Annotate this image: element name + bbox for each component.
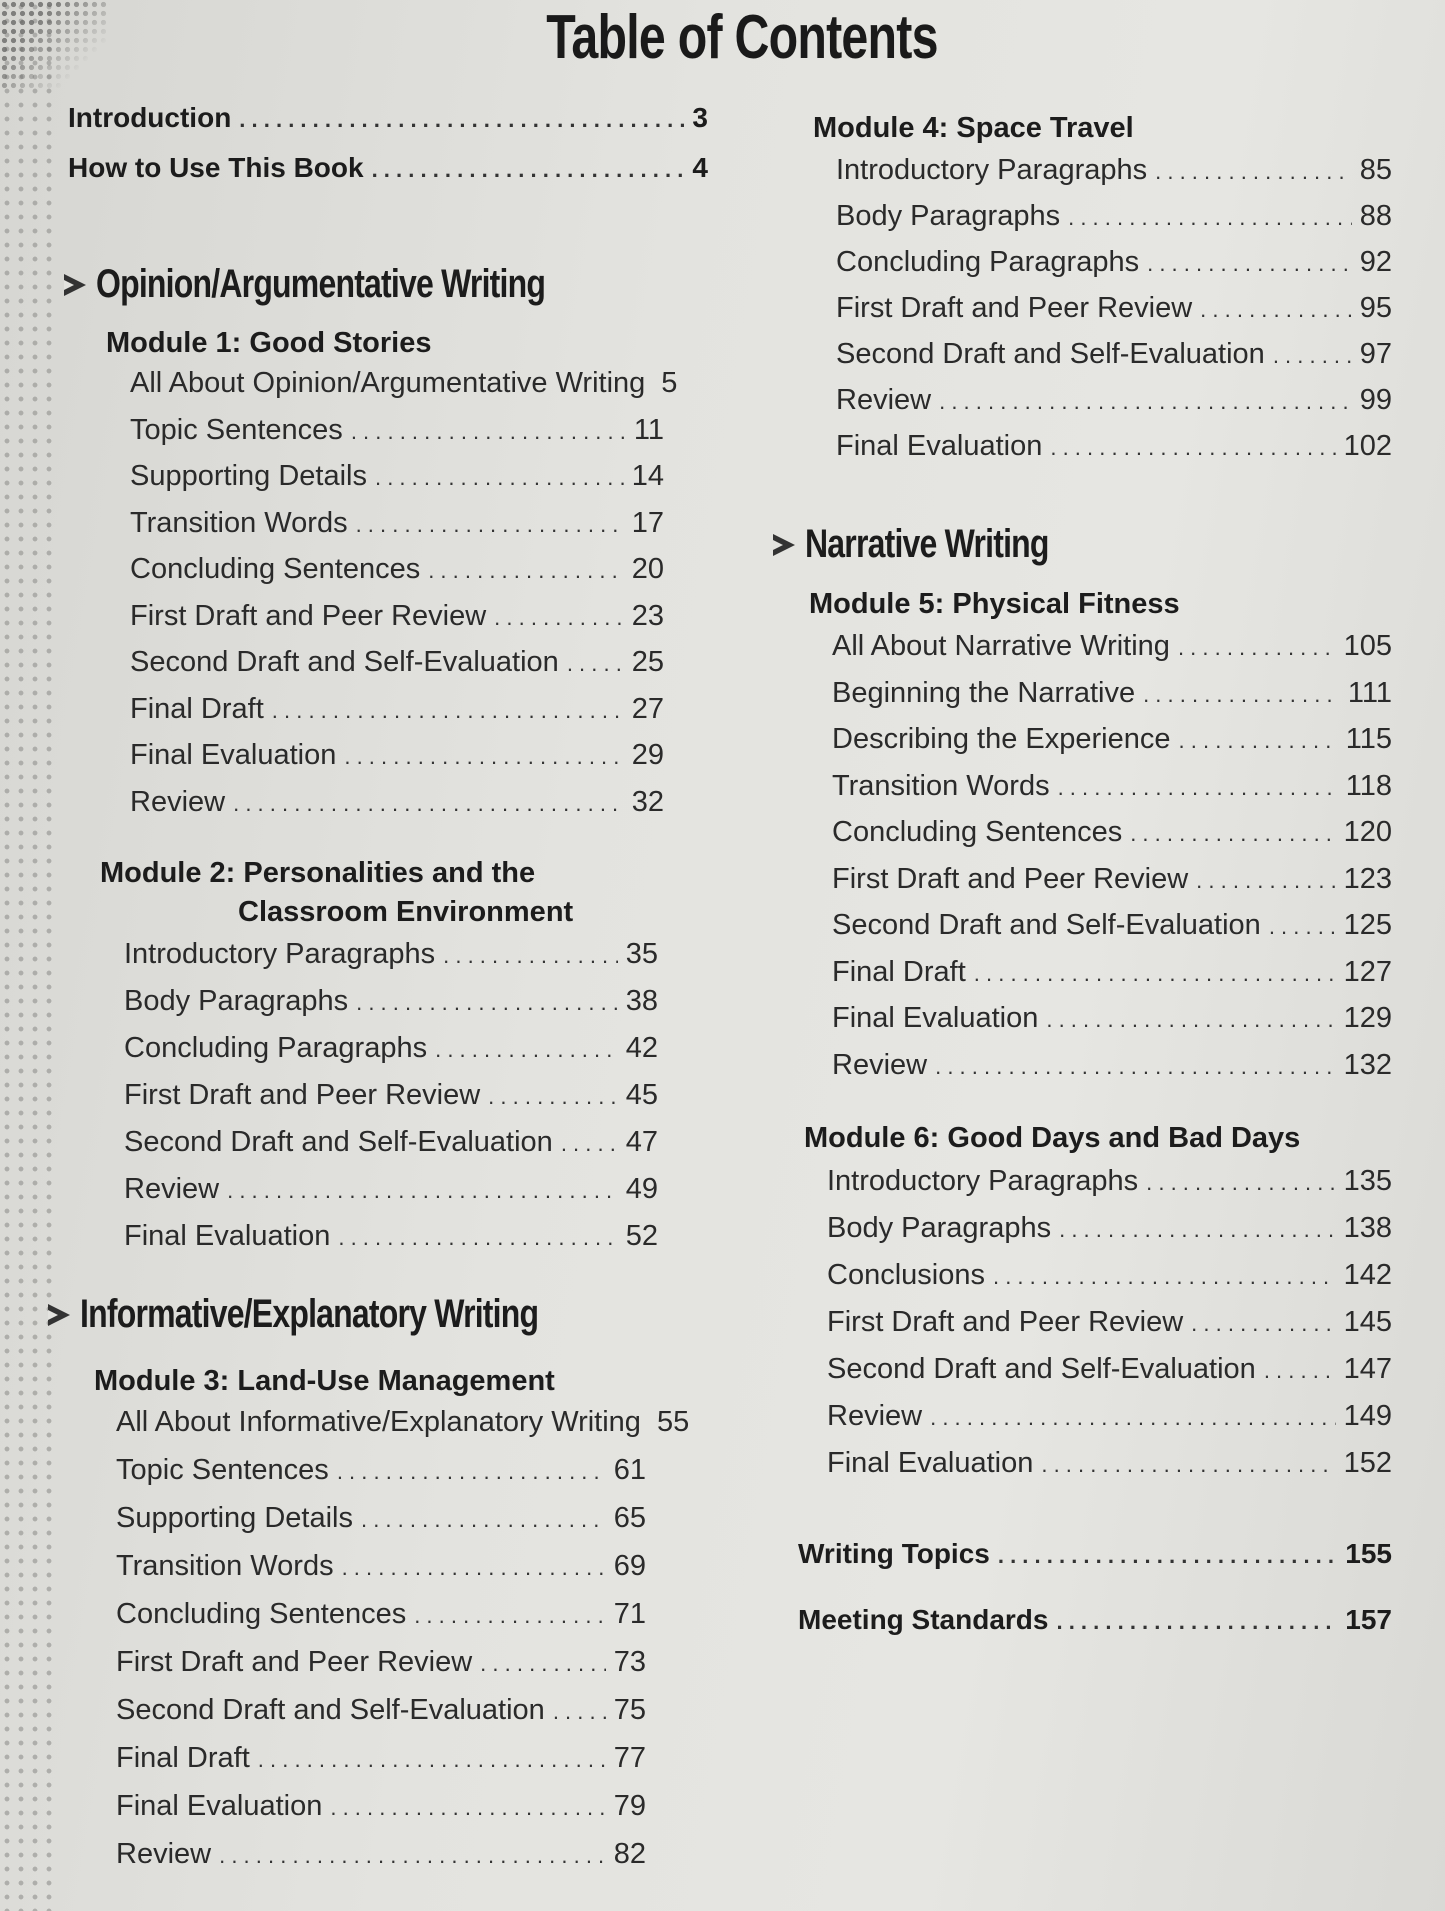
toc-entry-label: Final Draft (832, 955, 966, 988)
toc-entry-label: Final Evaluation (832, 1002, 1039, 1034)
leader-dots (1056, 1611, 1337, 1633)
toc-entry-label: All About Opinion/Argumentative Writing (130, 367, 646, 399)
toc-entry-page: 5 (661, 367, 678, 399)
toc-entry (827, 1402, 1392, 1431)
toc-entry-page: 95 (1359, 292, 1392, 324)
toc-entry-label: First Draft and Peer Review (130, 599, 487, 632)
toc-entry-label: Review (832, 1048, 928, 1081)
toc-entry-page: 105 (1343, 630, 1392, 662)
arrow-icon (773, 534, 795, 556)
toc-entry-label: First Draft and Peer Review (116, 1646, 473, 1678)
section-heading-narrative: Narrative Writing (773, 522, 1110, 567)
toc-entry-page: 118 (1345, 769, 1392, 802)
toc-entry (130, 648, 664, 677)
toc-entry (827, 1167, 1392, 1196)
toc-entry-label: First Draft and Peer Review (832, 862, 1189, 895)
leader-dots (1155, 161, 1352, 183)
toc-entry-label: Review (130, 785, 226, 818)
toc-entry-page: 75 (613, 1694, 646, 1726)
toc-entry-page: 135 (1343, 1165, 1392, 1197)
toc-entry (124, 1128, 658, 1157)
toc-entry (130, 599, 664, 632)
leader-dots (356, 992, 618, 1014)
toc-entry-label: Second Draft and Self-Evaluation (827, 1353, 1256, 1385)
module-6-title: Module 6: Good Days and Bad Days (804, 1122, 1301, 1154)
toc-entry-label: Concluding Sentences (116, 1598, 407, 1630)
leader-dots (1179, 730, 1338, 752)
toc-entry-page: 42 (625, 1032, 658, 1064)
leader-dots (553, 1701, 606, 1723)
toc-entry-label: Concluding Paragraphs (836, 246, 1140, 278)
leader-dots (435, 1039, 618, 1061)
toc-entry-label: Second Draft and Self-Evaluation (124, 1126, 553, 1158)
leader-dots (561, 1133, 618, 1155)
toc-entry-label: Review (116, 1838, 212, 1870)
leader-dots (351, 421, 626, 443)
toc-entry-label: Transition Words (832, 769, 1050, 802)
toc-entry (124, 1175, 658, 1204)
leader-dots (428, 560, 624, 582)
toc-entry-page: 20 (631, 553, 664, 585)
toc-entry-label: Review (124, 1173, 220, 1205)
leader-dots (1059, 1219, 1336, 1241)
toc-entry-label: Body Paragraphs (124, 985, 349, 1017)
toc-entry (116, 1504, 646, 1533)
toc-entry (832, 818, 1392, 847)
toc-entry-label: Final Evaluation (124, 1220, 331, 1252)
toc-entry (116, 1696, 646, 1725)
toc-entry-page: 129 (1343, 1002, 1392, 1034)
toc-entry (798, 1540, 1392, 1568)
leader-dots (1264, 1360, 1336, 1382)
toc-entry-page: 155 (1345, 1538, 1392, 1569)
leader-dots (338, 1227, 617, 1249)
toc-entry-label: Transition Words (116, 1550, 334, 1582)
toc-entry (124, 1081, 658, 1110)
leader-dots (1146, 1172, 1335, 1194)
toc-entry-page: 47 (625, 1126, 658, 1158)
leader-dots (1050, 437, 1335, 459)
toc-entry (832, 632, 1392, 661)
leader-dots (1200, 299, 1352, 321)
leader-dots (1068, 207, 1352, 229)
toc-entry (124, 1034, 658, 1063)
toc-entry-page: 73 (613, 1646, 646, 1678)
toc-entry-page: 149 (1343, 1400, 1392, 1432)
toc-entry-label: Body Paragraphs (836, 200, 1061, 232)
toc-entry-label: Second Draft and Self-Evaluation (130, 646, 559, 678)
toc-entry-label: How to Use This Book (68, 152, 364, 183)
toc-entry-label: Final Evaluation (116, 1790, 323, 1822)
toc-entry (130, 462, 664, 491)
toc-entry-page: 92 (1359, 246, 1392, 278)
toc-entry-page: 99 (1359, 384, 1392, 416)
toc-entry-label: Concluding Paragraphs (124, 1032, 428, 1064)
toc-entry-label: Second Draft and Self-Evaluation (832, 909, 1261, 941)
toc-entry-page: 145 (1343, 1306, 1392, 1338)
leader-dots (344, 746, 623, 768)
toc-entry-page: 115 (1345, 723, 1392, 755)
toc-entry-page: 69 (613, 1550, 646, 1582)
toc-entry-page: 132 (1343, 1048, 1392, 1081)
toc-entry-label: Supporting Details (130, 460, 367, 492)
toc-entry (827, 1308, 1392, 1337)
toc-entry-label: Final Evaluation (836, 430, 1043, 462)
toc-entry (836, 156, 1392, 185)
toc-entry (130, 367, 678, 399)
leader-dots (488, 1086, 618, 1108)
toc-entry-page: 38 (625, 985, 658, 1017)
leader-dots (1191, 1313, 1335, 1335)
toc-entry-page: 35 (625, 938, 658, 970)
toc-entry-page: 88 (1359, 200, 1392, 232)
leader-dots (935, 1056, 1336, 1078)
module-5-title: Module 5: Physical Fitness (809, 588, 1180, 620)
leader-dots (361, 1509, 606, 1531)
leader-dots (480, 1653, 606, 1675)
toc-entry-page: 29 (631, 739, 664, 771)
toc-entry-label: Body Paragraphs (827, 1212, 1052, 1244)
toc-entry-page: 123 (1343, 862, 1392, 895)
toc-entry-page: 102 (1343, 430, 1392, 462)
toc-entry-page: 45 (625, 1079, 658, 1111)
toc-entry-label: Topic Sentences (130, 413, 343, 446)
toc-entry-label: Introductory Paragraphs (836, 154, 1148, 186)
toc-entry-label: First Draft and Peer Review (124, 1079, 481, 1111)
toc-entry-page: 77 (613, 1742, 646, 1774)
module-1-title: Module 1: Good Stories (106, 327, 432, 359)
leader-dots (375, 467, 624, 489)
toc-entry (836, 294, 1392, 323)
toc-entry-page: 85 (1359, 154, 1392, 186)
toc-entry (827, 1355, 1392, 1384)
toc-entry (832, 1004, 1392, 1033)
toc-entry-label: Second Draft and Self-Evaluation (836, 338, 1265, 370)
toc-entry-label: All About Informative/Explanatory Writing (116, 1406, 641, 1438)
toc-entry (130, 555, 664, 584)
toc-entry (116, 1648, 646, 1677)
toc-entry (827, 1261, 1392, 1290)
toc-entry-label: Meeting Standards (798, 1604, 1049, 1635)
leader-dots (1041, 1454, 1335, 1476)
leader-dots (930, 1407, 1336, 1429)
toc-entry-label: Writing Topics (798, 1538, 990, 1569)
toc-entry (116, 1552, 646, 1581)
toc-entry (124, 940, 658, 969)
module-3-title: Module 3: Land-Use Management (94, 1365, 555, 1397)
leader-dots (372, 159, 685, 181)
leader-dots (330, 1797, 605, 1819)
toc-entry (130, 413, 664, 446)
leader-dots (342, 1557, 606, 1579)
toc-entry-page: 82 (613, 1838, 646, 1870)
leader-dots (239, 109, 684, 131)
toc-entry (836, 248, 1392, 277)
toc-entry (116, 1600, 646, 1629)
leader-dots (219, 1845, 606, 1867)
leader-dots (258, 1749, 606, 1771)
halftone-border (0, 0, 60, 1911)
toc-entry-label: Transition Words (130, 506, 348, 539)
toc-entry (832, 911, 1392, 940)
toc-entry-page: 25 (631, 646, 664, 678)
leader-dots (939, 391, 1352, 413)
toc-entry-label: All About Narrative Writing (832, 630, 1170, 662)
leader-dots (1143, 684, 1340, 706)
toc-entry-label: Final Evaluation (827, 1447, 1034, 1479)
toc-entry (68, 154, 708, 182)
module-4-title: Module 4: Space Travel (813, 112, 1134, 144)
toc-entry-page: 27 (631, 692, 664, 725)
toc-entry-label: Conclusions (827, 1259, 985, 1291)
toc-entry (116, 1456, 646, 1485)
leader-dots (1130, 823, 1335, 845)
leader-dots (414, 1605, 606, 1627)
toc-entry (827, 1214, 1392, 1243)
toc-entry-page: 14 (631, 460, 664, 492)
leader-dots (567, 653, 624, 675)
toc-entry-label: Supporting Details (116, 1502, 353, 1534)
toc-entry-page: 97 (1359, 338, 1392, 370)
toc-entry-label: Introductory Paragraphs (124, 938, 436, 970)
leader-dots (974, 963, 1336, 985)
toc-entry (832, 725, 1392, 754)
toc-entry (116, 1406, 690, 1438)
toc-entry-page: 4 (692, 152, 708, 183)
toc-entry-label: Second Draft and Self-Evaluation (116, 1694, 545, 1726)
toc-entry-page: 17 (631, 506, 664, 539)
toc-entry-page: 32 (631, 785, 664, 818)
section-heading-opinion: Opinion/Argumentative Writing (64, 262, 657, 307)
toc-entry-page: 142 (1343, 1259, 1392, 1291)
toc-entry-page: 11 (633, 413, 664, 446)
leader-dots (443, 945, 618, 967)
toc-entry (836, 202, 1392, 231)
toc-entry (832, 769, 1392, 802)
leader-dots (494, 607, 624, 629)
toc-entry (130, 741, 664, 770)
toc-entry-label: Topic Sentences (116, 1454, 329, 1486)
leader-dots (1046, 1009, 1335, 1031)
toc-entry-page: 111 (1347, 676, 1392, 709)
halftone-corner (0, 0, 110, 90)
leader-dots (337, 1461, 606, 1483)
toc-entry-label: Introductory Paragraphs (827, 1165, 1139, 1197)
toc-entry (836, 340, 1392, 369)
toc-entry-page: 55 (656, 1406, 690, 1438)
toc-entry-label: Introduction (68, 102, 232, 133)
toc-entry (124, 987, 658, 1016)
toc-entry (130, 692, 664, 725)
arrow-icon (64, 274, 86, 296)
toc-entry-label: Concluding Sentences (832, 816, 1123, 848)
leader-dots (1147, 253, 1352, 275)
page-title: Table of Contents (546, 3, 938, 72)
toc-entry-label: First Draft and Peer Review (827, 1306, 1184, 1338)
toc-entry-label: Beginning the Narrative (832, 676, 1136, 709)
toc-entry (832, 1048, 1392, 1081)
toc-entry-label: First Draft and Peer Review (836, 292, 1193, 324)
leader-dots (356, 514, 624, 536)
toc-entry (68, 104, 708, 132)
toc-entry (836, 386, 1392, 415)
toc-entry (116, 1792, 646, 1821)
toc-entry-page: 120 (1343, 816, 1392, 848)
toc-entry (836, 432, 1392, 461)
leader-dots (1058, 777, 1338, 799)
toc-entry (832, 676, 1392, 709)
toc-entry-label: Review (827, 1400, 923, 1432)
toc-entry-page: 65 (613, 1502, 646, 1534)
toc-entry-label: Final Draft (130, 692, 264, 725)
toc-entry-page: 49 (625, 1173, 658, 1205)
toc-entry-page: 61 (613, 1454, 646, 1486)
toc-entry-page: 52 (625, 1220, 658, 1252)
leader-dots (1196, 870, 1335, 892)
toc-entry-label: Concluding Sentences (130, 553, 421, 585)
toc-entry (116, 1840, 646, 1869)
leader-dots (227, 1180, 618, 1202)
module-2-title-line2: Classroom Environment (238, 896, 574, 928)
toc-entry-label: Final Evaluation (130, 739, 337, 771)
module-2-title-line1: Module 2: Personalities and the (100, 857, 536, 889)
toc-entry (798, 1606, 1392, 1634)
toc-entry-page: 157 (1345, 1604, 1392, 1635)
toc-entry (116, 1744, 646, 1773)
toc-entry-page: 127 (1343, 955, 1392, 988)
toc-entry-page: 152 (1343, 1447, 1392, 1479)
leader-dots (998, 1545, 1337, 1567)
toc-entry-label: Final Draft (116, 1742, 250, 1774)
toc-entry-page: 79 (613, 1790, 646, 1822)
toc-entry-page: 125 (1343, 909, 1392, 941)
leader-dots (233, 793, 624, 815)
toc-entry (130, 506, 664, 539)
leader-dots (1273, 345, 1352, 367)
module-2-title (100, 857, 573, 929)
toc-entry-page: 3 (692, 102, 708, 133)
toc-entry-page: 147 (1343, 1353, 1392, 1385)
toc-entry (124, 1222, 658, 1251)
leader-dots (272, 700, 624, 722)
leader-dots (1178, 637, 1336, 659)
section-heading-informative: Informative/Explanatory Writing (48, 1292, 653, 1337)
toc-entry (130, 785, 664, 818)
toc-entry-label: Review (836, 384, 932, 416)
toc-entry (827, 1449, 1392, 1478)
arrow-icon (48, 1304, 70, 1326)
toc-entry (832, 955, 1392, 988)
toc-entry (832, 862, 1392, 895)
toc-entry-label: Describing the Experience (832, 723, 1171, 755)
toc-entry-page: 138 (1343, 1212, 1392, 1244)
toc-entry-page: 23 (631, 599, 664, 632)
toc-entry-page: 71 (613, 1598, 646, 1630)
leader-dots (993, 1266, 1336, 1288)
leader-dots (1269, 916, 1336, 938)
